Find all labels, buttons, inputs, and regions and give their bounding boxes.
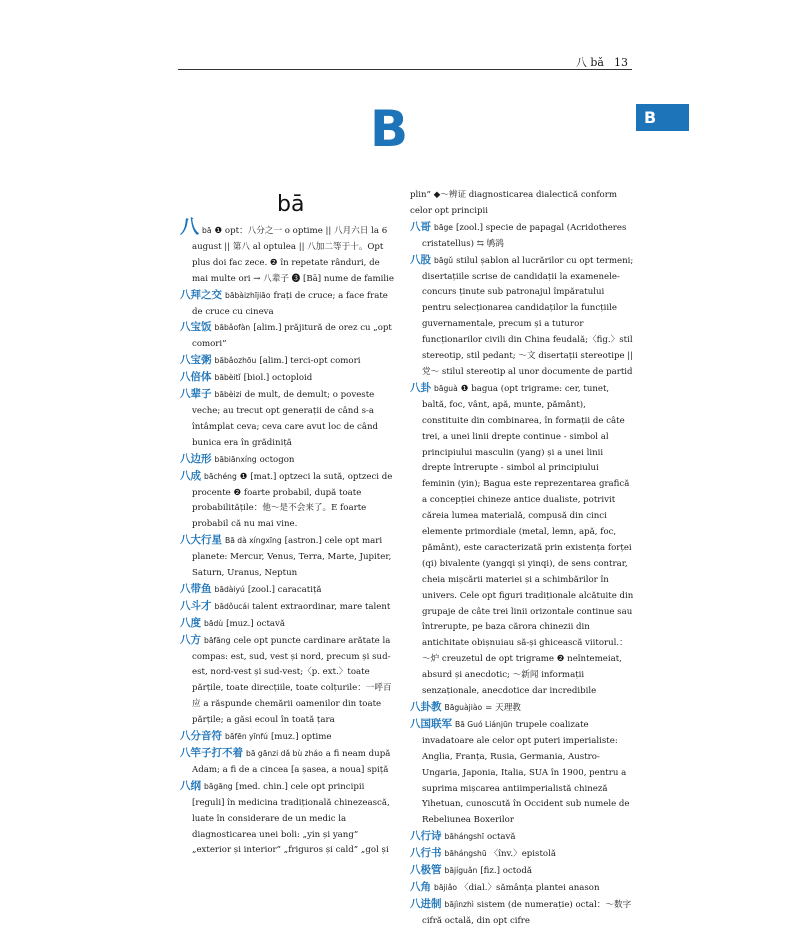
entry-definition: [muz.] octavă (226, 618, 286, 629)
entry-definition: [zool.] caracatiță (247, 584, 322, 595)
entry-headword: 八卦 (410, 381, 431, 394)
dictionary-entry (410, 846, 634, 863)
entry-pinyin: bābèizi (214, 390, 242, 400)
entry-definition: [astron.] cele opt mari planete: Mercur, Venus, Terra, Marte, Jupiter, Saturn, Uranus, Neptun (192, 536, 392, 579)
entry-definition: plin” ◆～辨证 diagnosticarea dialectică conform celor opt principii (410, 190, 617, 216)
dictionary-entry (410, 880, 634, 897)
entry-definition: octavă (486, 832, 516, 843)
entry-pinyin: Bā Guó Liánjūn (455, 719, 513, 729)
entry-pinyin: bāguà (434, 383, 458, 393)
syllable-heading: bā (277, 192, 305, 217)
dictionary-entry (180, 452, 396, 469)
entry-headword: 八进制 (410, 897, 442, 910)
dictionary-entry (180, 599, 396, 616)
dictionary-entry (180, 216, 396, 288)
entry-headword: 八哥 (410, 220, 431, 233)
entry-definition: = 天理教 (485, 703, 521, 713)
entry-definition: [alim.] terci-opt comori (259, 356, 361, 367)
entry-pinyin: bābàizhījiāo (225, 290, 271, 300)
entry-pinyin: bāhángshū (444, 849, 487, 859)
entry-definition: [med. chin.] cele opt principii [reguli] în medicina tradițională chinezească, luate în considerare de un medic la diagnosticarea unei boli: „yin și yang” „exterior și interior” „friguros și cald” „gol și (192, 781, 390, 856)
entry-headword: 八拜之交 (180, 288, 222, 301)
entry-headword: 八斗才 (180, 599, 212, 612)
entry-headword: 八辈子 (180, 388, 212, 401)
entry-headword: 八宝粥 (180, 354, 212, 367)
entry-pinyin: bābǎozhōu (214, 356, 257, 366)
entry-headword: 八国联军 (410, 717, 452, 730)
left-column (180, 216, 396, 859)
entry-pinyin: bāfēn yīnfú (225, 732, 268, 742)
dictionary-entry (180, 616, 396, 633)
entry-definition: cele opt puncte cardinare arătate la compas: est, sud, vest și nord, precum și sud-est, nord-vest și sud-vest;〈p. ext.〉toate părțile, toate direcțiile, toate colțurile：一呼百应 a răspunde chemării oamenilor din toate părțile; a găsi ecoul în toată țara (192, 635, 392, 726)
entry-headword: 八边形 (180, 452, 212, 465)
entry-headword: 八行诗 (410, 830, 442, 843)
entry-headword: 八角 (410, 880, 431, 893)
entry-definition: [muz.] optime (270, 732, 332, 743)
dictionary-entry (180, 582, 396, 599)
entry-definition: sistem (de numerație) octal：～数字 cifră octală, din opt cifre (422, 899, 632, 926)
entry-headword: 八极管 (410, 864, 442, 877)
entry-pinyin: bādǒucái (214, 601, 250, 611)
entry-definition: ❶ [mat.] optzeci la sută, optzeci de procente ❷ foarte probabil, după toate probabilitățile：他～是不会来了。E foarte probabil că nu mai vine. (192, 471, 393, 530)
entry-pinyin: bādàiyú (214, 584, 245, 594)
dictionary-entry (180, 370, 396, 387)
entry-pinyin: bājiǎo (434, 882, 457, 892)
dictionary-entry (180, 633, 396, 729)
entry-headword: 八 (180, 216, 200, 238)
page-number: 13 (614, 56, 628, 69)
entry-definition: trupele coalizate invadatoare ale celor opt puteri imperialiste: Anglia, Franța, Rusia, Germania, Austro-Ungaria, Japonia, Italia, SUA în 1900, pentru a suprima mișcarea antiimperialistă chineză Yihetuan, cunoscută în Occident sub numele de Rebeliunea Boxerilor (422, 719, 630, 826)
entry-definition: 〈dial.〉sămânța plantei anason (460, 882, 600, 893)
entry-headword: 八分音符 (180, 730, 222, 743)
entry-headword: 八纲 (180, 779, 201, 792)
dictionary-entry (180, 387, 396, 452)
dictionary-entry (410, 220, 634, 253)
entry-definition: ❶ opt：八分之一 o optime || 八月六日 la 6 august || 第八 al optulea || 八加二等于十。Opt plus doi fac zece. ❷ în repetate rânduri, de mai multe ori → 八辈子 ❸ [Bā] nume de familie (192, 226, 395, 284)
entry-headword: 八宝饭 (180, 321, 212, 334)
entry-headword: 八成 (180, 469, 201, 482)
dictionary-entry (410, 381, 634, 700)
entry-definition: [biol.] octoploid (243, 373, 313, 384)
entry-definition: talent extraordinar, mare talent (252, 601, 391, 612)
dictionary-entry (410, 700, 634, 717)
dictionary-entry (410, 829, 634, 846)
dictionary-entry (410, 897, 634, 930)
entry-pinyin: bābèitǐ (214, 373, 241, 383)
entry-headword: 八卦教 (410, 701, 442, 713)
entry-pinyin: bābiānxíng (214, 454, 257, 464)
entry-headword: 八方 (180, 633, 201, 646)
entry-pinyin: bābǎofàn (214, 323, 251, 333)
entry-pinyin: bā (202, 226, 212, 235)
dictionary-entry (180, 353, 396, 370)
dictionary-entry (180, 746, 396, 779)
entry-definition: frați de cruce; a face frate de cruce cu cineva (192, 290, 388, 317)
entry-definition: 〈înv.〉epistolă (489, 849, 556, 860)
entry-headword: 八竿子打不着 (180, 747, 243, 759)
entry-pinyin: bādù (204, 618, 224, 628)
dictionary-entry (410, 863, 634, 880)
entry-pinyin: Bāguàjiào (444, 703, 483, 712)
entry-definition: stilul șablon al lucrărilor cu opt termeni; disertațiile scrise de candidații la examenele-concurs ținute sub patronajul împăratului pentru selecționarea candidaților la funcțiile guvernamentale, precum și a tuturor funcționarilor civili din China feudală;〈fig.〉stil stereotip, stil pedant; ～文 disertații stereotipe || 党～ stilul stereotip al unor documente de partid (422, 255, 634, 377)
entry-pinyin: bāgǔ (434, 255, 454, 265)
entry-headword: 八度 (180, 616, 201, 629)
dictionary-entry (410, 253, 634, 381)
entry-definition: ❶ bagua (opt trigrame: cer, tunet, baltă, foc, vânt, apă, munte, pământ), constituite din combinarea, în formații de câte trei, a unei linii drepte continue - simbol al principiului masculin (yang) și a unei linii drepte întrerupte - simbol al principiului feminin (yin); Bagua este reprezentarea grafică a concepției chineze antice dualiste, potrivit căreia lumea materială, compusă din cinci elemente primordiale (metal, lemn, apă, foc, pământ), este caracterizată prin existența forței (qi) bivalente (yangqi și yinqi), de sens contrar, cheia mișcării materiei și a schimbărilor în univers. Cele opt figuri tradiționale alcătuite din grupaje de câte trei linii orizontale continue sau întrerupte, pe baza cărora chinezii din antichitate obișnuiau să-și ghicească viitorul.：～炉 creuzetul de opt trigrame ❷ neîntemeiat, absurd și anecdotic; ～新闻 informații senzaționale, anecdotice dar incredibile (422, 383, 634, 697)
dictionary-entry (180, 469, 396, 534)
entry-pinyin: bājíguǎn (444, 866, 478, 876)
section-letter: B (370, 100, 409, 158)
entry-definition: a fi neam după Adam; a fi de a cincea [a șasea, a noua] spiță (192, 749, 391, 775)
entry-pinyin: Bā dà xíngxīng (225, 536, 282, 546)
thumb-index-tab: B (636, 104, 689, 131)
entry-pinyin: bāchéng (204, 471, 237, 481)
dictionary-entry (180, 779, 396, 860)
dictionary-entry (410, 188, 634, 220)
entry-pinyin: bāge (434, 222, 453, 232)
entry-pinyin: bāgāng (204, 781, 233, 791)
entry-headword: 八行书 (410, 847, 442, 860)
entry-headword: 八带鱼 (180, 582, 212, 595)
running-head (576, 54, 628, 70)
entry-pinyin: bā gānzi dǎ bù zháo (246, 749, 323, 758)
dictionary-entry (180, 533, 396, 582)
entry-definition: [alim.] prăjitură de orez cu „opt comori” (192, 323, 392, 350)
entry-definition: [fiz.] octodă (480, 866, 532, 877)
entry-headword: 八股 (410, 253, 431, 266)
entry-pinyin: bāhángshī (444, 832, 484, 842)
entry-headword: 八倍体 (180, 371, 212, 384)
dictionary-entry (180, 288, 396, 321)
dictionary-entry (180, 320, 396, 353)
dictionary-entry (180, 729, 396, 746)
running-head-text: 八 bǎ (575, 56, 604, 69)
dictionary-entry (410, 717, 634, 829)
right-column (410, 188, 634, 930)
entry-definition: [zool.] specie de papagal (Acridotheres cristatellus) ⇆ 鸲鹆 (422, 222, 627, 249)
entry-definition: de mult, de demult; o poveste veche; au trecut opt generații de când s-a întâmplat ceva; ceva care avut loc de când bunica era în grădiniță (192, 390, 378, 448)
header-rule (178, 69, 632, 70)
entry-pinyin: bāfāng (204, 635, 231, 645)
entry-pinyin: bājìnzhì (444, 899, 474, 909)
entry-headword: 八大行星 (180, 534, 222, 547)
entry-definition: octogon (259, 454, 295, 465)
